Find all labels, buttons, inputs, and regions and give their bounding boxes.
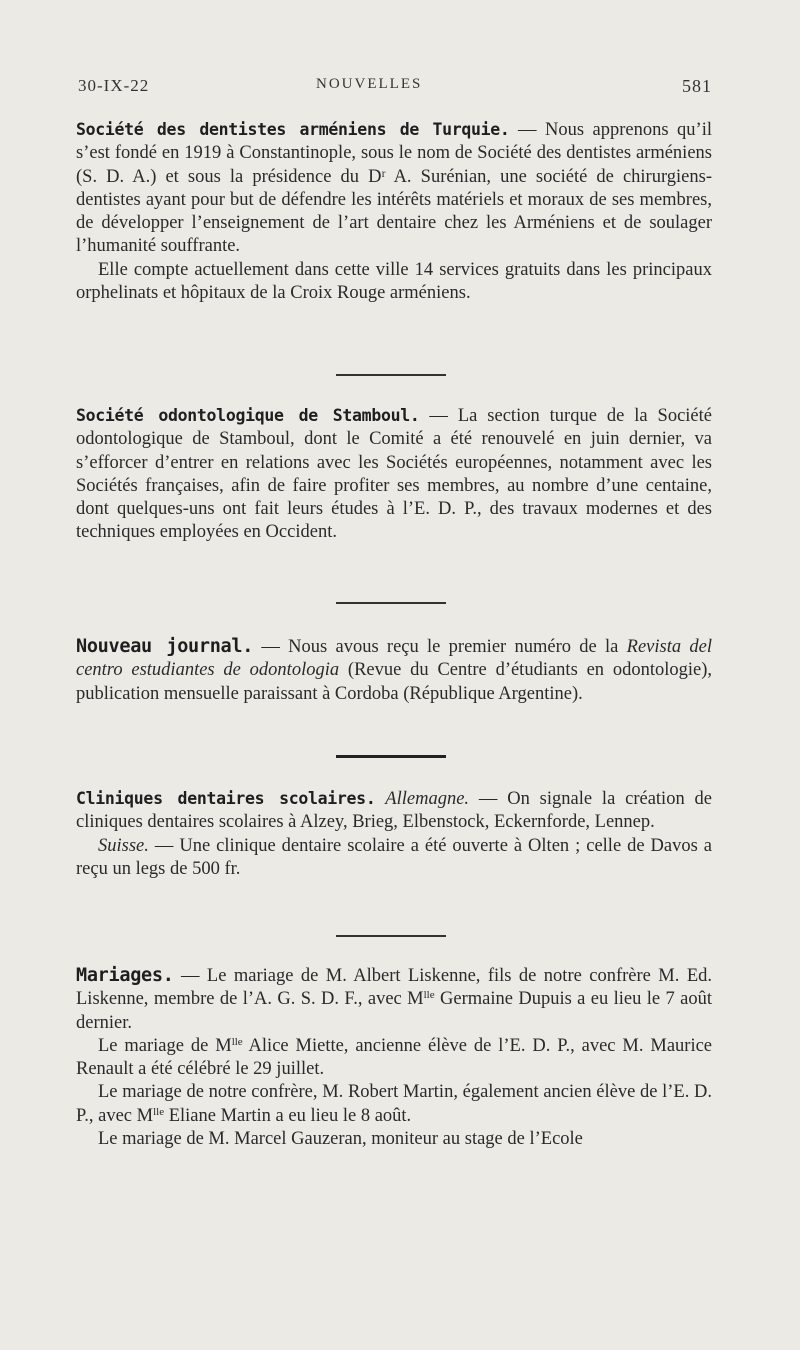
article-text: — La section turque de la Société odontologique de Stamboul, dont le Comité a été renouvelé en juin dernier, va s’efforcer d’entrer en relations avec les Sociétés européennes, notamment avec les Sociétés françaises, afin de faire profiter ses membres, au nombre d’une centaine, dont quelques-uns ont fait leurs études à l’E. D. P., des travaux modernes et des techniques employées en Occident. xyxy=(76,406,712,543)
article-text: Le mariage de M xyxy=(98,1035,232,1056)
running-header xyxy=(76,76,712,102)
title-abbrev: lle xyxy=(423,989,435,1002)
header-date: 30-IX-22 xyxy=(78,76,150,95)
article-school-clinics xyxy=(76,787,712,881)
article-text: Germaine Dupuis a eu lieu le 7 août dernier. xyxy=(76,989,712,1033)
journal-title: Revista del centro estudiantes de odontologia xyxy=(76,637,712,681)
article-text: Alice Miette, ancienne élève de l’E. D. P., avec M. Maurice Renault a été célébré le 29 juillet. xyxy=(76,1035,713,1080)
article-text: Eliane Martin a eu lieu le 8 août. xyxy=(164,1105,412,1126)
article-text: — Nous avous reçu le premier numéro de la xyxy=(261,637,619,657)
article-heading: Mariages. xyxy=(76,965,174,986)
article-text: — On signale la création de cliniques dentaires scolaires à Alzey, Brieg, Elbenstock, Eckernforde, Lennep. xyxy=(76,789,712,833)
page-number: 581 xyxy=(682,76,712,96)
article-heading: Nouveau journal. xyxy=(76,636,254,657)
section-divider xyxy=(336,755,446,758)
title-abbrev: lle xyxy=(231,1035,243,1048)
article-text: Le mariage de notre confrère, M. Robert Martin, également ancien élève de l’E. D. P., avec M xyxy=(76,1082,712,1126)
article-text: — Une clinique dentaire scolaire a été ouverte à Olten ; celle de Davos a reçu un legs de 500 fr. xyxy=(76,835,713,879)
article-stamboul-society xyxy=(76,404,712,545)
title-abbrev: lle xyxy=(153,1105,165,1118)
article-heading: Société odontologique de Stamboul. xyxy=(76,406,420,425)
section-divider xyxy=(336,374,446,376)
article-text: (Revue du Centre d’étudiants en odontologie), publication mensuelle paraissant à Cordoba (République Argentine). xyxy=(76,660,712,704)
section-divider xyxy=(336,935,446,937)
section-divider xyxy=(336,602,446,604)
article-text: Le mariage de M. Marcel Gauzeran, moniteur au stage de l’Ecole xyxy=(98,1129,583,1150)
header-section: NOUVELLES xyxy=(316,76,423,92)
article-heading: Cliniques dentaires scolaires. xyxy=(76,789,376,808)
article-heading: Société des dentistes arméniens de Turquie. xyxy=(76,120,510,139)
article-new-journal xyxy=(76,635,712,706)
article-text: — Nous apprenons qu’il s’est fondé en 1919 à Constantinople, sous le nom de Société des dentistes arméniens (S. D. A.) et sous la présidence du Dʳ A. Surénian, une société de chirurgiens-dentistes ayant pour but de défendre les intérêts matériels et moraux de ses membres, de développer l’enseignement de l’art dentaire chez les Arméniens et de soulager l’humanité souffrante. xyxy=(76,120,712,257)
article-text: — Le mariage de M. Albert Liskenne, fils de notre confrère M. Ed. Liskenne, membre de l’A. G. S. D. F., avec M xyxy=(76,966,712,1010)
country-label: Suisse. xyxy=(98,835,149,856)
article-text: Elle compte actuellement dans cette ville 14 services gratuits dans les principaux orphelinats et hôpitaux de la Croix Rouge arméniens. xyxy=(76,259,712,304)
country-label: Allemagne. xyxy=(385,789,470,809)
article-marriages xyxy=(76,964,712,1151)
article-armenian-dentists xyxy=(76,118,712,305)
